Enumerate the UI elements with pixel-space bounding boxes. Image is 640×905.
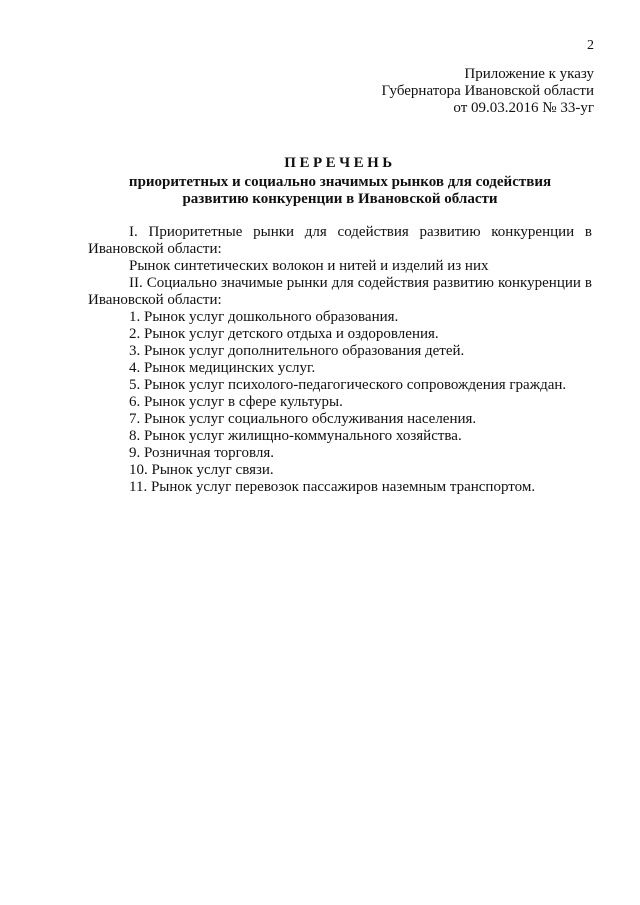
list-item: 4. Рынок медицинских услуг.: [129, 360, 316, 376]
document-body: [88, 224, 592, 496]
title-main: ПЕРЕЧЕНЬ: [284, 155, 396, 171]
section-1: [88, 224, 592, 275]
annex-block: [294, 66, 594, 117]
list-item: 11. Рынок услуг перевозок пассажиров наземным транспортом.: [129, 479, 536, 495]
title-subtitle-line-1: приоритетных и социально значимых рынков для содействия: [128, 174, 552, 190]
annex-line-3: от 09.03.2016 № 33-уг: [453, 100, 594, 116]
section-2-heading-line-1: II. Социально значимые рынки для содействия развитию конкуренции в: [129, 275, 592, 291]
list-item: 1. Рынок услуг дошкольного образования.: [129, 309, 399, 325]
document-title: [88, 155, 592, 208]
list-item: 9. Розничная торговля.: [129, 445, 274, 461]
section-1-item: Рынок синтетических волокон и нитей и изделий из них: [129, 258, 489, 274]
annex-line-2: Губернатора Ивановской области: [381, 83, 594, 99]
annex-line-1: Приложение к указу: [464, 66, 594, 82]
list-item: 2. Рынок услуг детского отдыха и оздоровления.: [129, 326, 439, 342]
section-2: [88, 275, 592, 496]
section-2-heading-line-2: Ивановской области:: [88, 292, 222, 308]
page-number: 2: [587, 38, 594, 53]
list-item: 3. Рынок услуг дополнительного образования детей.: [129, 343, 465, 359]
list-item: 8. Рынок услуг жилищно-коммунального хозяйства.: [129, 428, 462, 444]
section-1-heading-line-1: I. Приоритетные рынки для содействия развитию конкуренции в: [129, 224, 592, 240]
section-1-heading-line-2: Ивановской области:: [88, 241, 222, 257]
list-item: 10. Рынок услуг связи.: [129, 462, 274, 478]
list-item: 5. Рынок услуг психолого-педагогического сопровождения граждан.: [129, 377, 567, 393]
list-item: 7. Рынок услуг социального обслуживания населения.: [129, 411, 477, 427]
section-2-list: [88, 309, 592, 496]
list-item: 6. Рынок услуг в сфере культуры.: [129, 394, 343, 410]
title-subtitle-line-2: развитию конкуренции в Ивановской области: [182, 191, 498, 207]
